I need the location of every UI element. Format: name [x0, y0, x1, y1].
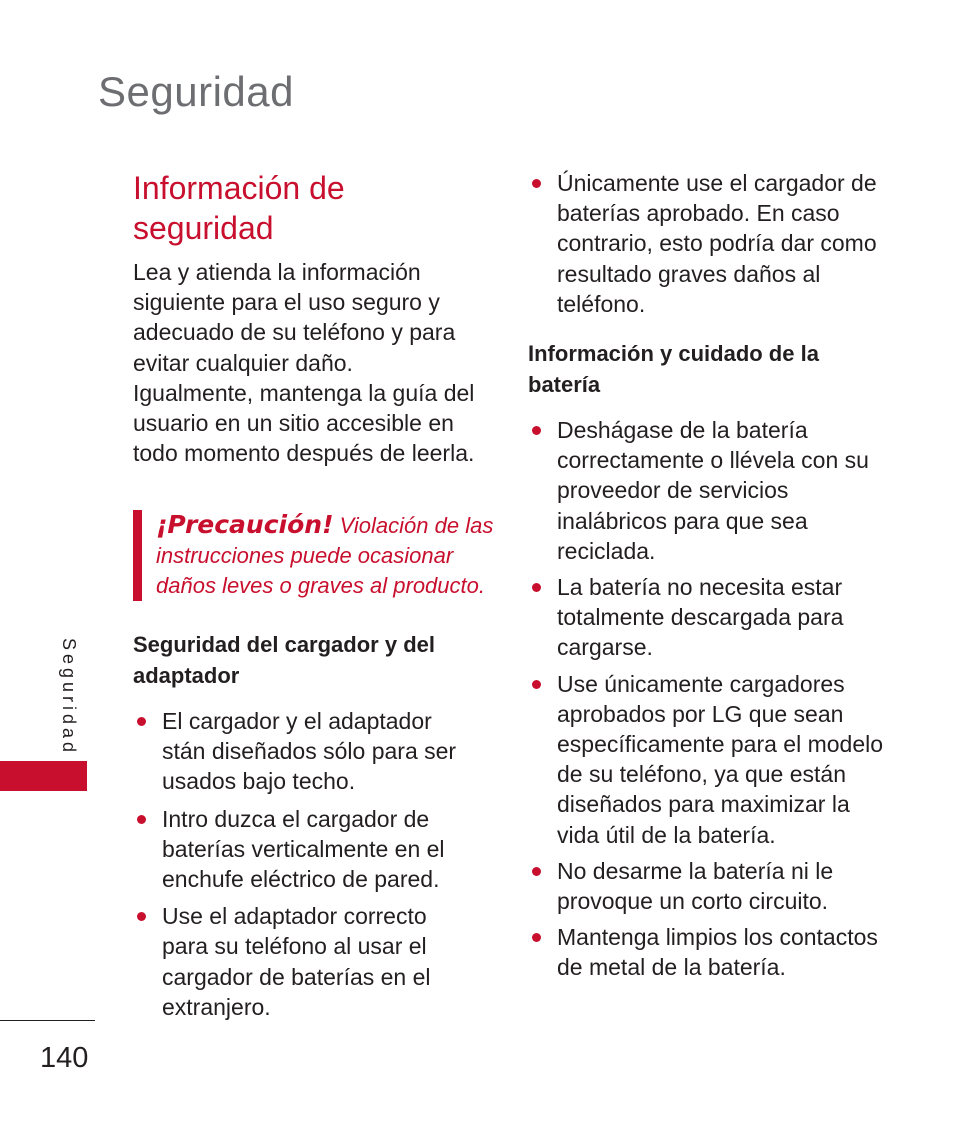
charger-safety-heading: Seguridad del cargador y del adaptador	[133, 632, 435, 688]
bullet-icon	[532, 426, 541, 435]
list-item: Use el adaptador correcto para su teléfono al usar el cargador de baterías en el extranjero.	[133, 901, 478, 1022]
section-heading: Información de seguridad	[133, 170, 345, 246]
intro-paragraph: Lea y atienda la información siguiente para el uso seguro y adecuado de su teléfono y para evitar cualquier daño. Igualmente, mantenga la guía del usuario en un sitio accesible en todo momento después de leerla.	[133, 259, 475, 467]
list-item: Use únicamente cargadores aprobados por LG que sean específicamente para el modelo de su teléfono, ya que están diseñados para maximizar la vida útil de la batería.	[528, 669, 888, 850]
list-item: Únicamente use el cargador de baterías aprobado. En caso contrario, esto podría dar como resultado graves daños al teléfono.	[528, 168, 888, 319]
side-tab-label: Seguridad	[59, 638, 79, 757]
list-item: La batería no necesita estar totalmente descargada para cargarse.	[528, 572, 888, 663]
bullet-icon	[532, 933, 541, 942]
bullet-icon	[532, 680, 541, 689]
bullet-icon	[137, 815, 146, 824]
battery-care-list	[528, 415, 888, 989]
charger-safety-list	[133, 706, 478, 1029]
bullet-icon	[137, 912, 146, 921]
list-item: Intro duzca el cargador de baterías verticalmente en el enchufe eléctrico de pared.	[133, 804, 478, 895]
side-tab-bar	[0, 761, 87, 791]
bullet-icon	[532, 583, 541, 592]
list-item: Deshágase de la batería correctamente o llévela con su proveedor de servicios inalábricos para que sea reciclada.	[528, 415, 888, 566]
caution-label: ¡Precaución!	[156, 510, 334, 539]
bullet-icon	[532, 179, 541, 188]
footer-rule	[0, 1020, 95, 1021]
list-item: Mantenga limpios los contactos de metal de la batería.	[528, 922, 888, 982]
list-item: El cargador y el adaptador stán diseñados sólo para ser usados bajo techo.	[133, 706, 478, 797]
bullet-icon	[532, 867, 541, 876]
list-item: No desarme la batería ni le provoque un corto circuito.	[528, 856, 888, 916]
page-title: Seguridad	[98, 68, 294, 115]
caution-text: Violación de las instrucciones puede ocasionar daños leves o graves al producto.	[156, 513, 494, 598]
bullet-icon	[137, 717, 146, 726]
page-number: 140	[40, 1042, 89, 1074]
caution-note	[133, 510, 501, 601]
battery-care-heading: Información y cuidado de la batería	[528, 341, 819, 397]
charger-continued-list	[528, 168, 888, 319]
